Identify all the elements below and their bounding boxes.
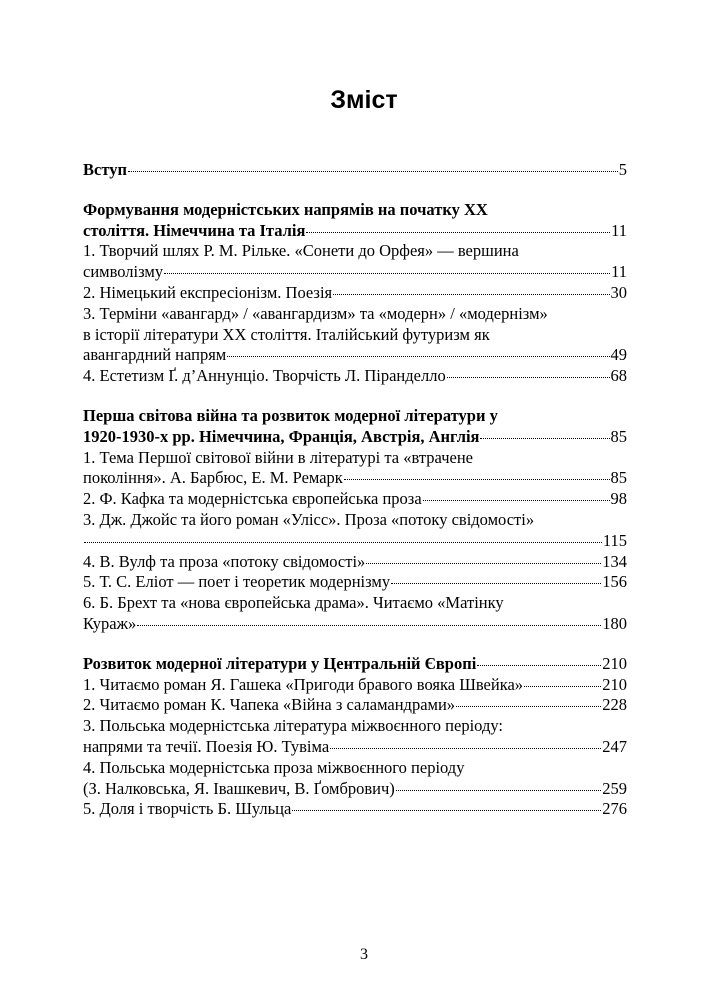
toc-section-heading-text: Розвиток модерної літератури у Центральній Європі xyxy=(83,653,477,673)
toc-item-text: 2. Німецький експресіонізм. Поезія xyxy=(83,282,333,302)
dot-leader xyxy=(333,294,609,295)
toc-item-page: 11 xyxy=(611,262,627,282)
page-number: 3 xyxy=(360,946,368,963)
dot-leader xyxy=(391,583,601,584)
toc-intro-page: 5 xyxy=(618,160,627,179)
toc-item xyxy=(83,345,627,366)
dot-leader xyxy=(477,665,601,666)
toc-item-page: 156 xyxy=(602,572,627,592)
dot-leader xyxy=(423,500,610,501)
dot-leader xyxy=(164,273,610,274)
toc-item-text: покоління». А. Барбюс, Е. М. Ремарк xyxy=(83,468,343,488)
dot-leader xyxy=(447,377,610,378)
dot-leader xyxy=(227,356,609,357)
toc-item-text: 5. Доля і творчість Б. Шульца xyxy=(83,799,292,819)
toc-item-text: 4. Польська модерністська проза міжвоєнного періоду xyxy=(83,757,465,777)
toc-item xyxy=(83,779,627,800)
toc-item xyxy=(83,695,627,716)
dot-leader xyxy=(396,790,601,791)
toc-item xyxy=(83,531,627,552)
toc-item-line xyxy=(83,448,627,469)
dot-leader xyxy=(137,625,601,626)
toc-item-text: (З. Налковська, Я. Івашкевич, В. Ґомбрович) xyxy=(83,778,395,798)
dot-leader xyxy=(480,438,609,439)
toc-item xyxy=(83,468,627,489)
toc-item-text: 5. Т. С. Еліот — поет і теоретик модернізму xyxy=(83,572,391,592)
toc-section-heading-text: Формування модерністських напрямів на початку XX xyxy=(83,199,488,219)
toc-section xyxy=(83,654,627,820)
toc-section xyxy=(83,406,627,635)
toc-item xyxy=(83,283,627,304)
toc-item-page: 49 xyxy=(610,345,627,365)
toc-item-text: символізму xyxy=(83,262,164,282)
toc-item-text: 3. Терміни «авангард» / «авангардизм» та «модерн» / «модернізм» xyxy=(83,303,548,323)
toc-item-line xyxy=(83,241,627,262)
toc-item-page: 68 xyxy=(610,366,627,386)
toc-item-page: 115 xyxy=(602,530,627,550)
toc-item-page: 247 xyxy=(602,736,627,756)
toc-item-text: 3. Дж. Джойс та його роман «Улісс». Проза «потоку свідомості» xyxy=(83,509,535,529)
toc-section-heading xyxy=(83,221,627,242)
toc-section-heading-page: 85 xyxy=(610,426,627,446)
toc-item-text: в історії літератури XX століття. Італійський футуризм як xyxy=(83,324,490,344)
toc-section-heading-text: Перша світова війна та розвиток модерної літератури у xyxy=(83,405,498,425)
toc-item-text: авангардний напрям xyxy=(83,345,227,365)
toc-item xyxy=(83,262,627,283)
dot-leader xyxy=(330,748,601,749)
toc-item-page: 30 xyxy=(610,282,627,302)
toc-sections xyxy=(83,200,627,820)
toc-section-heading-line xyxy=(83,200,627,221)
dot-leader xyxy=(366,563,601,564)
toc-item-line xyxy=(83,758,627,779)
toc-intro xyxy=(83,160,627,181)
toc-item-line xyxy=(83,510,627,531)
page-title: Зміст xyxy=(330,86,398,114)
toc-item-text: 2. Читаємо роман К. Чапека «Війна з саламандрами» xyxy=(83,695,456,715)
toc-item xyxy=(83,737,627,758)
toc-item-line xyxy=(83,593,627,614)
toc-section xyxy=(83,200,627,387)
toc-item-text: 6. Б. Брехт та «нова європейська драма». Читаємо «Матінку xyxy=(83,593,504,613)
toc-item-line xyxy=(83,304,627,325)
toc-item-page: 276 xyxy=(602,799,627,819)
dot-leader xyxy=(128,171,618,172)
toc-item-text: 2. Ф. Кафка та модерністська європейська проза xyxy=(83,489,422,509)
toc-item-page: 98 xyxy=(610,489,627,509)
dot-leader xyxy=(292,810,601,811)
dot-leader xyxy=(344,479,610,480)
toc-item-page: 134 xyxy=(602,551,627,571)
toc-section-heading xyxy=(83,427,627,448)
toc-section-heading-page: 11 xyxy=(611,220,627,240)
toc-item-line xyxy=(83,325,627,346)
toc-section-heading xyxy=(83,654,627,675)
toc-item-page: 259 xyxy=(602,778,627,798)
toc-item xyxy=(83,675,627,696)
toc-section-heading-page: 210 xyxy=(602,653,627,673)
toc-item-text: 1. Творчий шлях Р. М. Рільке. «Сонети до Орфея» — вершина xyxy=(83,241,519,261)
toc-item-page: 180 xyxy=(602,613,627,633)
toc-item-text: 1. Читаємо роман Я. Гашека «Пригоди бравого вояка Швейка» xyxy=(83,674,524,694)
toc-item xyxy=(83,366,627,387)
dot-leader xyxy=(456,706,601,707)
toc-item xyxy=(83,614,627,635)
toc-item-page: 85 xyxy=(610,468,627,488)
toc-item-page: 228 xyxy=(602,695,627,715)
toc-item xyxy=(83,489,627,510)
toc-item xyxy=(83,572,627,593)
toc-item-page: 210 xyxy=(602,674,627,694)
toc-section-heading-text: століття. Німеччина та Італія xyxy=(83,220,306,240)
toc-section-heading-text: 1920-1930-х рр. Німеччина, Франція, Австрія, Англія xyxy=(83,426,480,446)
dot-leader xyxy=(84,542,602,543)
toc-item-text: 4. В. Вулф та проза «потоку свідомості» xyxy=(83,551,366,571)
toc-item xyxy=(83,799,627,820)
toc-item-text: напрями та течії. Поезія Ю. Тувіма xyxy=(83,736,330,756)
dot-leader xyxy=(524,686,601,687)
toc-item-text: 1. Тема Першої світової війни в літературі та «втрачене xyxy=(83,447,473,467)
toc-item-text: 3. Польська модерністська література міжвоєнного періоду: xyxy=(83,716,503,736)
toc-item-line xyxy=(83,716,627,737)
toc-item-text: Кураж» xyxy=(83,613,137,633)
toc-item xyxy=(83,552,627,573)
toc-section-heading-line xyxy=(83,406,627,427)
dot-leader xyxy=(306,232,610,233)
table-of-contents xyxy=(83,160,627,820)
toc-intro-label: Вступ xyxy=(83,160,127,179)
toc-item-text: 4. Естетизм Ґ. д’Аннунціо. Творчість Л. Піранделло xyxy=(83,366,446,386)
